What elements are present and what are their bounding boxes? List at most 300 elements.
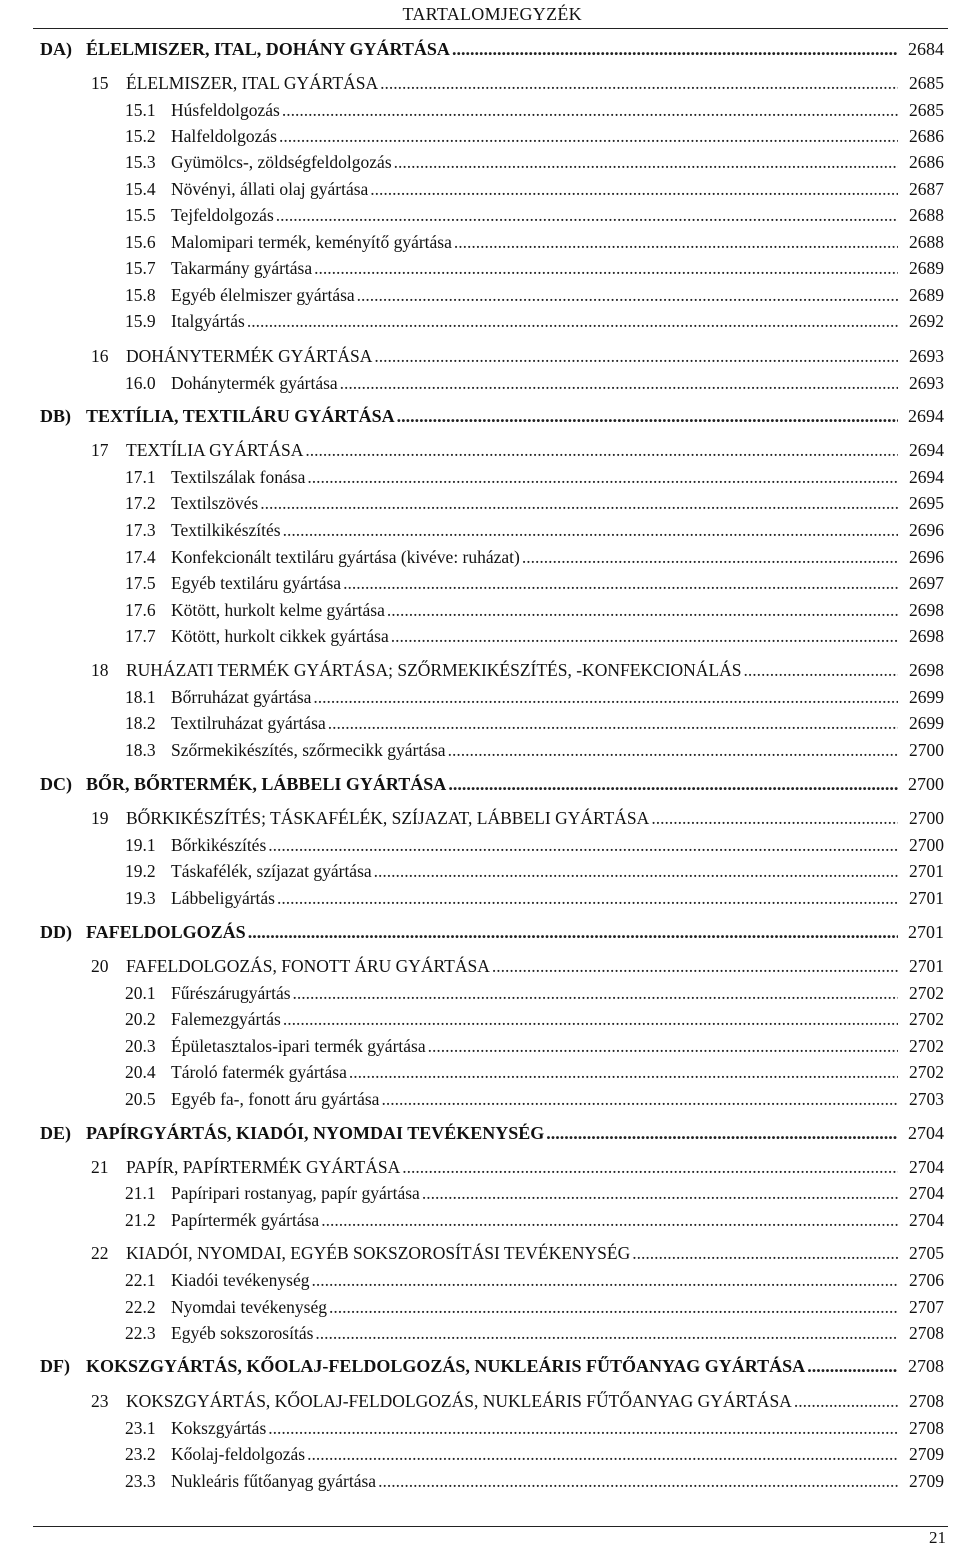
toc-entry-title: PAPÍRGYÁRTÁS, KIADÓI, NYOMDAI TEVÉKENYSÉG — [86, 1123, 545, 1143]
toc-entry-label — [0, 124, 277, 148]
toc-entry-label — [0, 438, 303, 462]
toc-entry-page: 2684 — [908, 39, 944, 59]
toc-entry-page: 2687 — [909, 179, 944, 199]
toc-entry[interactable] — [0, 1268, 960, 1292]
toc-entry-label — [0, 150, 392, 174]
toc-dot-leader — [307, 1442, 898, 1466]
toc-entry-title: RUHÁZATI TERMÉK GYÁRTÁSA; SZŐRMEKIKÉSZÍTÉS, -KONFEKCIONÁLÁS — [126, 660, 742, 680]
toc-entry-page: 2697 — [909, 573, 944, 593]
toc-entry-page: 2701 — [909, 861, 944, 881]
toc-entry-label — [0, 545, 520, 569]
toc-entry[interactable] — [0, 256, 960, 280]
toc-entry-page: 2694 — [909, 440, 944, 460]
toc-dot-leader — [279, 124, 898, 148]
toc-entry-title: Dohánytermék gyártása — [171, 373, 338, 393]
toc-entry-label — [0, 230, 452, 254]
toc-entry-page: 2698 — [909, 600, 944, 620]
toc-entry-label — [0, 920, 246, 944]
toc-entry-label — [0, 981, 291, 1005]
toc-entry-page: 2686 — [909, 152, 944, 172]
toc-entry-label — [0, 371, 338, 395]
toc-dot-leader — [248, 920, 898, 944]
toc-entry-page: 2696 — [909, 520, 944, 540]
toc-dot-leader — [378, 1469, 898, 1493]
toc-entry[interactable] — [0, 124, 960, 148]
toc-entry-number: 22 — [91, 1243, 109, 1263]
toc-entry-number: 20.4 — [125, 1062, 156, 1082]
toc-entry[interactable] — [0, 545, 960, 569]
toc-entry-title: Tároló fatermék gyártása — [171, 1062, 347, 1082]
toc-entry-page: 2702 — [909, 1036, 944, 1056]
toc-entry-label — [0, 1389, 792, 1413]
toc-entry-page: 2693 — [909, 373, 944, 393]
toc-entry-page: 2693 — [909, 346, 944, 366]
toc-entry-number: 23 — [91, 1391, 109, 1411]
toc-dot-leader — [283, 1007, 898, 1031]
toc-entry[interactable] — [0, 177, 960, 201]
toc-entry[interactable] — [0, 711, 960, 735]
toc-entry[interactable] — [0, 230, 960, 254]
toc-entry-number: 17.7 — [125, 626, 156, 646]
toc-entry[interactable] — [0, 738, 960, 762]
toc-entry-number: 17.6 — [125, 600, 156, 620]
toc-entry-label — [0, 571, 341, 595]
toc-entry-title: Bőrruházat gyártása — [171, 687, 312, 707]
toc-entry-number: 15.8 — [125, 285, 156, 305]
toc-entry-page: 2700 — [909, 740, 944, 760]
toc-entry[interactable] — [0, 518, 960, 542]
toc-dot-leader — [448, 738, 898, 762]
toc-entry[interactable] — [0, 203, 960, 227]
toc-entry-number: 15.5 — [125, 205, 156, 225]
toc-entry-page: 2689 — [909, 285, 944, 305]
toc-entry-label — [0, 37, 450, 61]
toc-entry-number: 15.3 — [125, 152, 156, 172]
toc-dot-leader — [293, 981, 898, 1005]
toc-entry-number: DE) — [40, 1123, 71, 1143]
toc-entry[interactable] — [0, 371, 960, 395]
toc-entry-number: 18.2 — [125, 713, 156, 733]
toc-entry-page: 2695 — [909, 493, 944, 513]
toc-entry-title: Gyümölcs-, zöldségfeldolgozás — [171, 152, 392, 172]
toc-entry-title: Szőrmekikészítés, szőrmecikk gyártása — [171, 740, 446, 760]
toc-dot-leader — [268, 833, 898, 857]
toc-entry-label — [0, 954, 490, 978]
toc-entry-title: Papíripari rostanyag, papír gyártása — [171, 1183, 420, 1203]
toc-entry[interactable] — [0, 571, 960, 595]
toc-entry-title: Kiadói tevékenység — [171, 1270, 310, 1290]
toc-entry[interactable] — [0, 954, 960, 978]
toc-entry-page: 2709 — [909, 1444, 944, 1464]
toc-entry-title: Fűrészárugyártás — [171, 983, 291, 1003]
toc-entry-label — [0, 404, 395, 428]
toc-dot-leader — [492, 954, 898, 978]
toc-entry-label — [0, 1007, 281, 1031]
toc-entry[interactable] — [0, 859, 960, 883]
toc-entry-number: 21.1 — [125, 1183, 156, 1203]
toc-entry-title: TEXTÍLIA GYÁRTÁSA — [126, 440, 304, 460]
toc-entry-number: 21.2 — [125, 1210, 156, 1230]
toc-entry-title: Konfekcionált textiláru gyártása (kivéve: ruházat) — [171, 547, 520, 567]
toc-entry-page: 2709 — [909, 1471, 944, 1491]
toc-entry-number: 19 — [91, 808, 109, 828]
toc-entry-number: 17.5 — [125, 573, 156, 593]
toc-entry[interactable] — [0, 920, 960, 944]
toc-entry-number: 21 — [91, 1157, 109, 1177]
toc-entry-page: 2708 — [909, 1323, 944, 1343]
toc-entry-title: Bőrkikészítés — [171, 835, 267, 855]
toc-dot-leader — [315, 1321, 898, 1345]
footer-divider — [33, 1526, 948, 1527]
toc-entry-number: DB) — [40, 406, 71, 426]
toc-entry-label — [0, 1416, 266, 1440]
toc-dot-leader — [328, 711, 898, 735]
toc-entry-title: Takarmány gyártása — [171, 258, 313, 278]
toc-entry[interactable] — [0, 1241, 960, 1265]
toc-entry-label — [0, 833, 266, 857]
toc-entry-number: 18.1 — [125, 687, 156, 707]
toc-entry-label — [0, 624, 389, 648]
toc-entry-page: 2688 — [909, 205, 944, 225]
toc-dot-leader — [313, 685, 898, 709]
toc-entry-number: 15.2 — [125, 126, 156, 146]
toc-entry-title: Húsfeldolgozás — [171, 100, 280, 120]
toc-entry-label — [0, 256, 312, 280]
toc-entry-title: Épületasztalos-ipari termék gyártása — [171, 1036, 426, 1056]
toc-entry[interactable] — [0, 806, 960, 830]
toc-entry-number: 23.2 — [125, 1444, 156, 1464]
toc-entry-page: 2696 — [909, 547, 944, 567]
toc-entry-label — [0, 344, 372, 368]
toc-dot-leader — [343, 571, 898, 595]
toc-dot-leader — [794, 1389, 898, 1413]
toc-entry-title: BŐRKIKÉSZÍTÉS; TÁSKAFÉLÉK, SZÍJAZAT, LÁBBELI GYÁRTÁSA — [126, 808, 650, 828]
toc-entry-number: 15 — [91, 73, 109, 93]
toc-entry-number: 17.1 — [125, 467, 156, 487]
toc-entry-title: Italgyártás — [171, 311, 245, 331]
toc-entry[interactable] — [0, 1155, 960, 1179]
toc-entry-title: Nukleáris fűtőanyag gyártása — [171, 1471, 377, 1491]
toc-entry-page: 2699 — [909, 713, 944, 733]
toc-entry-title: Kőolaj-feldolgozás — [171, 1444, 306, 1464]
toc-dot-leader — [546, 1121, 898, 1145]
toc-entry-title: Tejfeldolgozás — [171, 205, 274, 225]
toc-dot-leader — [305, 438, 898, 462]
toc-entry-label — [0, 1268, 310, 1292]
toc-entry[interactable] — [0, 404, 960, 428]
toc-entry-page: 2701 — [909, 888, 944, 908]
toc-entry-page: 2702 — [909, 983, 944, 1003]
toc-entry[interactable] — [0, 438, 960, 462]
toc-entry-number: 20 — [91, 956, 109, 976]
toc-entry-title: Táskafélék, szíjazat gyártása — [171, 861, 372, 881]
toc-entry-label — [0, 1060, 347, 1084]
toc-entry-title: Textilkikészítés — [171, 520, 281, 540]
toc-dot-leader — [394, 150, 898, 174]
toc-entry-page: 2698 — [909, 626, 944, 646]
toc-entry-title: Falemezgyártás — [171, 1009, 281, 1029]
toc-entry-title: Malomipari termék, keményítő gyártása — [171, 232, 452, 252]
toc-entry-number: 23.3 — [125, 1471, 156, 1491]
toc-entry-page: 2685 — [909, 73, 944, 93]
toc-entry-label — [0, 1442, 305, 1466]
toc-entry-title: Egyéb textiláru gyártása — [171, 573, 342, 593]
toc-dot-leader — [391, 624, 898, 648]
toc-dot-leader — [422, 1181, 898, 1205]
toc-entry-number: 19.2 — [125, 861, 156, 881]
toc-entry-label — [0, 465, 305, 489]
toc-entry-label — [0, 71, 378, 95]
toc-entry-label — [0, 598, 385, 622]
toc-entry-label — [0, 309, 245, 333]
toc-entry[interactable] — [0, 1060, 960, 1084]
toc-entry-page: 2694 — [908, 406, 944, 426]
toc-entry-number: 19.3 — [125, 888, 156, 908]
toc-entry-page: 2704 — [909, 1210, 944, 1230]
toc-dot-leader — [247, 309, 898, 333]
toc-entry-title: DOHÁNYTERMÉK GYÁRTÁSA — [126, 346, 373, 366]
toc-entry[interactable] — [0, 344, 960, 368]
toc-entry-label — [0, 283, 355, 307]
toc-entry-title: KIADÓI, NYOMDAI, EGYÉB SOKSZOROSÍTÁSI TEVÉKENYSÉG — [126, 1243, 631, 1263]
toc-dot-leader — [387, 598, 898, 622]
toc-dot-leader — [374, 344, 898, 368]
toc-entry-number: 15.4 — [125, 179, 156, 199]
toc-entry[interactable] — [0, 1121, 960, 1145]
toc-entry-page: 2698 — [909, 660, 944, 680]
toc-entry-page: 2700 — [909, 835, 944, 855]
toc-entry-page: 2704 — [909, 1157, 944, 1177]
toc-entry[interactable] — [0, 491, 960, 515]
toc-entry-number: 15.1 — [125, 100, 156, 120]
toc-entry-label — [0, 859, 372, 883]
toc-entry-number: 15.9 — [125, 311, 156, 331]
toc-entry-page: 2685 — [909, 100, 944, 120]
toc-entry-title: Nyomdai tevékenység — [171, 1297, 327, 1317]
toc-entry-label — [0, 711, 326, 735]
toc-entry[interactable] — [0, 1007, 960, 1031]
toc-entry[interactable] — [0, 465, 960, 489]
toc-entry-number: DF) — [40, 1356, 70, 1376]
toc-entry-number: 17.2 — [125, 493, 156, 513]
toc-entry-page: 2692 — [909, 311, 944, 331]
toc-dot-leader — [283, 518, 898, 542]
toc-entry[interactable] — [0, 1442, 960, 1466]
toc-entry-label — [0, 518, 281, 542]
toc-entry-label — [0, 177, 368, 201]
toc-entry[interactable] — [0, 1354, 960, 1378]
toc-entry-title: Halfeldolgozás — [171, 126, 277, 146]
toc-entry-label — [0, 1121, 544, 1145]
toc-dot-leader — [260, 491, 898, 515]
toc-entry-page: 2694 — [909, 467, 944, 487]
toc-dot-leader — [370, 177, 898, 201]
toc-entry-number: 18 — [91, 660, 109, 680]
toc-entry[interactable] — [0, 833, 960, 857]
toc-entry-page: 2689 — [909, 258, 944, 278]
toc-entry-page: 2699 — [909, 687, 944, 707]
toc-entry-page: 2700 — [908, 774, 944, 794]
toc-entry-label — [0, 1181, 420, 1205]
toc-entry-title: TEXTÍLIA, TEXTILÁRU GYÁRTÁSA — [86, 406, 395, 426]
toc-entry-number: 20.3 — [125, 1036, 156, 1056]
toc-entry-title: Kötött, hurkolt kelme gyártása — [171, 600, 385, 620]
toc-entry-label — [0, 685, 311, 709]
toc-entry[interactable] — [0, 98, 960, 122]
toc-entry-page: 2707 — [909, 1297, 944, 1317]
toc-entry[interactable] — [0, 685, 960, 709]
toc-entry-number: 20.1 — [125, 983, 156, 1003]
toc-entry-number: 15.7 — [125, 258, 156, 278]
toc-entry-title: ÉLELMISZER, ITAL, DOHÁNY GYÁRTÁSA — [86, 39, 450, 59]
toc-entry-title: Egyéb sokszorosítás — [171, 1323, 314, 1343]
toc-entry-label — [0, 1087, 379, 1111]
toc-entry-label — [0, 772, 446, 796]
toc-entry-page: 2701 — [908, 922, 944, 942]
toc-entry[interactable] — [0, 981, 960, 1005]
toc-entry[interactable] — [0, 1469, 960, 1493]
toc-dot-leader — [522, 545, 898, 569]
toc-entry-title: Egyéb élelmiszer gyártása — [171, 285, 355, 305]
toc-entry-label — [0, 738, 446, 762]
toc-entry-label — [0, 886, 275, 910]
toc-entry-number: 17.4 — [125, 547, 156, 567]
toc-entry-title: Lábbeligyártás — [171, 888, 275, 908]
toc-entry-page: 2704 — [909, 1183, 944, 1203]
toc-entry-title: Kokszgyártás — [171, 1418, 267, 1438]
toc-entry[interactable] — [0, 283, 960, 307]
toc-entry-page: 2704 — [908, 1123, 944, 1143]
toc-entry-title: FAFELDOLGOZÁS — [86, 922, 246, 942]
toc-dot-leader — [340, 371, 898, 395]
toc-entry-page: 2702 — [909, 1009, 944, 1029]
toc-entry[interactable] — [0, 598, 960, 622]
toc-entry[interactable] — [0, 886, 960, 910]
toc-entry-number: 19.1 — [125, 835, 156, 855]
toc-entry-label — [0, 1155, 400, 1179]
toc-entry-page: 2706 — [909, 1270, 944, 1290]
toc-entry[interactable] — [0, 37, 960, 61]
toc-dot-leader — [282, 98, 898, 122]
toc-entry-label — [0, 1241, 630, 1265]
toc-entry-title: Textilruházat gyártása — [171, 713, 326, 733]
toc-entry-page: 2703 — [909, 1089, 944, 1109]
toc-entry-title: PAPÍR, PAPÍRTERMÉK GYÁRTÁSA — [126, 1157, 401, 1177]
toc-entry-title: Egyéb fa-, fonott áru gyártása — [171, 1089, 380, 1109]
toc-dot-leader — [744, 658, 899, 682]
toc-dot-leader — [651, 806, 898, 830]
toc-entry-number: DC) — [40, 774, 72, 794]
toc-dot-leader — [307, 465, 898, 489]
toc-entry-page: 2702 — [909, 1062, 944, 1082]
toc-dot-leader — [454, 230, 898, 254]
toc-entry[interactable] — [0, 1181, 960, 1205]
toc-entry[interactable] — [0, 1034, 960, 1058]
toc-dot-leader — [397, 404, 898, 428]
toc-entry-title: Textilszálak fonása — [171, 467, 306, 487]
toc-entry-page: 2708 — [909, 1418, 944, 1438]
toc-entry-number: DA) — [40, 39, 72, 59]
toc-entry-number: 22.1 — [125, 1270, 156, 1290]
toc-entry-title: KOKSZGYÁRTÁS, KŐOLAJ-FELDOLGOZÁS, NUKLEÁRIS FŰTŐANYAG GYÁRTÁSA — [126, 1391, 792, 1411]
toc-entry-number: DD) — [40, 922, 72, 942]
toc-entry[interactable] — [0, 1389, 960, 1413]
toc-dot-leader — [380, 71, 898, 95]
toc-entry-page: 2705 — [909, 1243, 944, 1263]
toc-entry-number: 23.1 — [125, 1418, 156, 1438]
toc-dot-leader — [349, 1060, 898, 1084]
toc-dot-leader — [329, 1295, 898, 1319]
toc-entry-title: Papírtermék gyártása — [171, 1210, 320, 1230]
toc-entry-number: 20.5 — [125, 1089, 156, 1109]
toc-dot-leader — [314, 256, 898, 280]
toc-entry-title: ÉLELMISZER, ITAL GYÁRTÁSA — [126, 73, 379, 93]
toc-entry-page: 2700 — [909, 808, 944, 828]
toc-entry[interactable] — [0, 1321, 960, 1345]
toc-entry[interactable] — [0, 1416, 960, 1440]
toc-dot-leader — [276, 203, 898, 227]
toc-entry-label — [0, 491, 258, 515]
toc-dot-leader — [277, 886, 898, 910]
toc-entry[interactable] — [0, 150, 960, 174]
toc-entry-number: 22.3 — [125, 1323, 156, 1343]
toc-entry-number: 16.0 — [125, 373, 156, 393]
page-header-title: TARTALOMJEGYZÉK — [402, 4, 582, 24]
toc-dot-leader — [381, 1087, 898, 1111]
toc-entry-number: 17 — [91, 440, 109, 460]
toc-dot-leader — [452, 37, 898, 61]
toc-entry-number: 15.6 — [125, 232, 156, 252]
toc-entry[interactable] — [0, 1208, 960, 1232]
toc-entry-label — [0, 1469, 376, 1493]
toc-dot-leader — [374, 859, 898, 883]
toc-entry-page: 2701 — [909, 956, 944, 976]
toc-dot-leader — [632, 1241, 898, 1265]
toc-entry-label — [0, 1034, 426, 1058]
toc-dot-leader — [357, 283, 898, 307]
toc-entry-number: 22.2 — [125, 1297, 156, 1317]
toc-entry-label — [0, 806, 649, 830]
toc-entry-title: Textilszövés — [171, 493, 259, 513]
toc-dot-leader — [448, 772, 898, 796]
toc-entry-label — [0, 203, 274, 227]
toc-entry-page: 2686 — [909, 126, 944, 146]
toc-entry[interactable] — [0, 624, 960, 648]
toc-entry[interactable] — [0, 772, 960, 796]
toc-dot-leader — [321, 1208, 898, 1232]
toc-entry-number: 20.2 — [125, 1009, 156, 1029]
toc-entry-page: 2708 — [908, 1356, 944, 1376]
toc-dot-leader — [807, 1354, 898, 1378]
toc-entry-label — [0, 1321, 313, 1345]
page-number: 21 — [929, 1528, 946, 1547]
toc-entry-title: KOKSZGYÁRTÁS, KŐOLAJ-FELDOLGOZÁS, NUKLEÁRIS FŰTŐANYAG GYÁRTÁSA — [86, 1356, 806, 1376]
toc-entry[interactable] — [0, 1087, 960, 1111]
toc-dot-leader — [428, 1034, 898, 1058]
toc-entry-page: 2708 — [909, 1391, 944, 1411]
toc-entry[interactable] — [0, 1295, 960, 1319]
toc-dot-leader — [402, 1155, 898, 1179]
toc-entry-number: 16 — [91, 346, 109, 366]
toc-entry[interactable] — [0, 309, 960, 333]
toc-entry[interactable] — [0, 658, 960, 682]
toc-entry-title: BŐR, BŐRTERMÉK, LÁBBELI GYÁRTÁSA — [86, 774, 447, 794]
toc-entry-label — [0, 1295, 327, 1319]
toc-dot-leader — [312, 1268, 899, 1292]
toc-entry-label — [0, 1354, 805, 1378]
toc-entry-label — [0, 658, 742, 682]
toc-entry[interactable] — [0, 71, 960, 95]
